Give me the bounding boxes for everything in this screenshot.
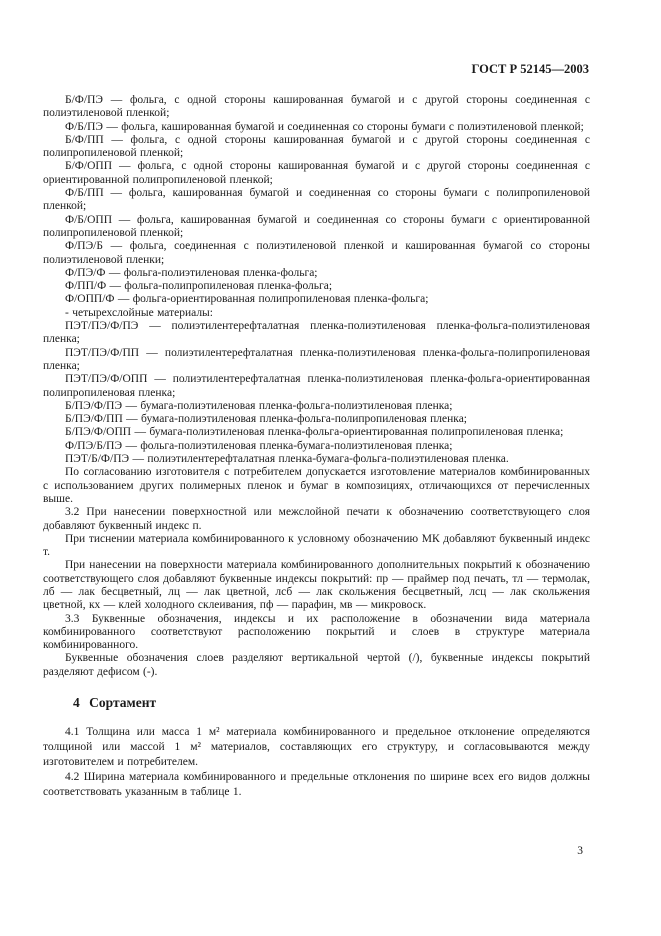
document-body [43, 94, 590, 800]
body-paragraph: ПЭТ/ПЭ/Ф/ОПП — полиэтилентерефталатная пленка-полиэтиленовая пленка-фольга-ориентированная полипропиленовая пленка; [43, 373, 590, 399]
body-paragraph: Б/ПЭ/Ф/ОПП — бумага-полиэтиленовая пленка-фольга-ориентированная полипропиленовая пленка; [65, 426, 564, 439]
body-paragraph: ПЭТ/ПЭ/Ф/ПП — полиэтилентерефталатная пленка-полиэтиленовая пленка-фольга-полипропиленовая пленка; [43, 346, 590, 372]
section-4-content [43, 694, 590, 800]
body-paragraph: Б/Ф/ПЭ — фольга, с одной стороны кашированная бумагой и с другой стороны соединенная с полиэтиленовой пленкой; [43, 94, 590, 120]
body-paragraph: ПЭТ/Б/Ф/ПЭ — полиэтилентерефталатная пленка-бумага-фольга-полиэтиленовая пленка. [65, 453, 509, 466]
body-paragraph: Буквенные обозначения слоев разделяют вертикальной чертой (/), буквенные индексы покрытий разделяют дефисом (-). [43, 652, 590, 678]
body-paragraph: При нанесении на поверхности материала комбинированного дополнительных покрытий к обозначению соответствующего слоя добавляют буквенные индексы покрытий: пр — праймер под печать, тл — термолак, лб — лак бесцветный, лц — лак цветной, лсб — лак скольжения бесцветный, лсц — лак скольжения цветной, кх — клей холодного склеивания, пф — парафин, мв — микровоск. [43, 559, 590, 612]
body-paragraph: Б/Ф/ОПП — фольга, с одной стороны кашированная бумагой и с другой стороны соединенная с ориентированной полипропиленовой пленкой; [43, 160, 590, 186]
body-paragraph: 3.2 При нанесении поверхностной или межслойной печати к обозначению соответствующего слоя добавляют буквенный индекс п. [43, 506, 590, 532]
body-paragraph: Ф/Б/ПП — фольга, кашированная бумагой и соединенная со стороны бумаги с полипропиленовой пленкой; [43, 187, 590, 213]
body-paragraph: Ф/ПП/Ф — фольга-полипропиленовая пленка-фольга; [65, 280, 333, 293]
section-3-content [43, 94, 590, 679]
body-paragraph: Б/Ф/ПП — фольга, с одной стороны кашированная бумагой и с другой стороны соединенная с полипропиленовой пленкой; [43, 133, 590, 160]
page-number: 3 [577, 845, 583, 857]
body-paragraph: Ф/Б/ПЭ — фольга, кашированная бумагой и соединенная со стороны бумаги с полиэтиленовой пленкой; [65, 120, 584, 133]
body-paragraph: - четырехслойные материалы: [65, 306, 213, 319]
section-heading: 4 Сортамент [73, 695, 157, 711]
running-header: ГОСТ Р 52145—2003 [471, 62, 589, 76]
body-paragraph: Ф/ПЭ/Б — фольга, соединенная с полиэтиленовой пленкой и кашированная бумагой со стороны полиэтиленовой пленки; [43, 240, 590, 266]
body-paragraph: Ф/Б/ОПП — фольга, кашированная бумагой и соединенная со стороны бумаги с ориентированной полипропиленовой пленкой; [43, 213, 590, 239]
body-paragraph: Б/ПЭ/Ф/ПЭ — бумага-полиэтиленовая пленка-фольга-полиэтиленовая пленка; [65, 399, 453, 412]
body-paragraph: 4.1 Толщина или масса 1 м² материала комбинированного и предельное отклонение определяются толщиной или массой 1 м² материалов, составляющих его структуру, и согласовываются между изготовителем и потребителем. [43, 726, 590, 769]
body-paragraph: Ф/ПЭ/Ф — фольга-полиэтиленовая пленка-фольга; [65, 266, 318, 279]
body-paragraph: При тиснении материала комбинированного к условному обозначению МК добавляют буквенный индекс т. [43, 532, 590, 559]
body-paragraph: Б/ПЭ/Ф/ПП — бумага-полиэтиленовая пленка-фольга-полипропиленовая пленка; [65, 413, 468, 426]
body-paragraph: 3.3 Буквенные обозначения, индексы и их расположение в обозначении вида материала комбинированного соответствуют расположению покрытий и слоев в структуре материала комбинированного. [43, 612, 590, 652]
body-paragraph: Ф/ПЭ/Б/ПЭ — фольга-полиэтиленовая пленка-бумага-полиэтиленовая пленка; [65, 439, 453, 452]
body-paragraph: Ф/ОПП/Ф — фольга-ориентированная полипропиленовая пленка-фольга; [65, 293, 429, 306]
body-paragraph: По согласованию изготовителя с потребителем допускается изготовление материалов комбинированных с использованием других полимерных пленок и бумаг в композициях, отличающихся от перечисленных выше. [43, 466, 590, 505]
body-paragraph: 4.2 Ширина материала комбинированного и предельные отклонения по ширине всех его видов должны соответствовать указанным в таблице 1. [43, 771, 590, 799]
body-paragraph: ПЭТ/ПЭ/Ф/ПЭ — полиэтилентерефталатная пленка-полиэтиленовая пленка-фольга-полиэтиленовая пленка; [43, 320, 590, 346]
